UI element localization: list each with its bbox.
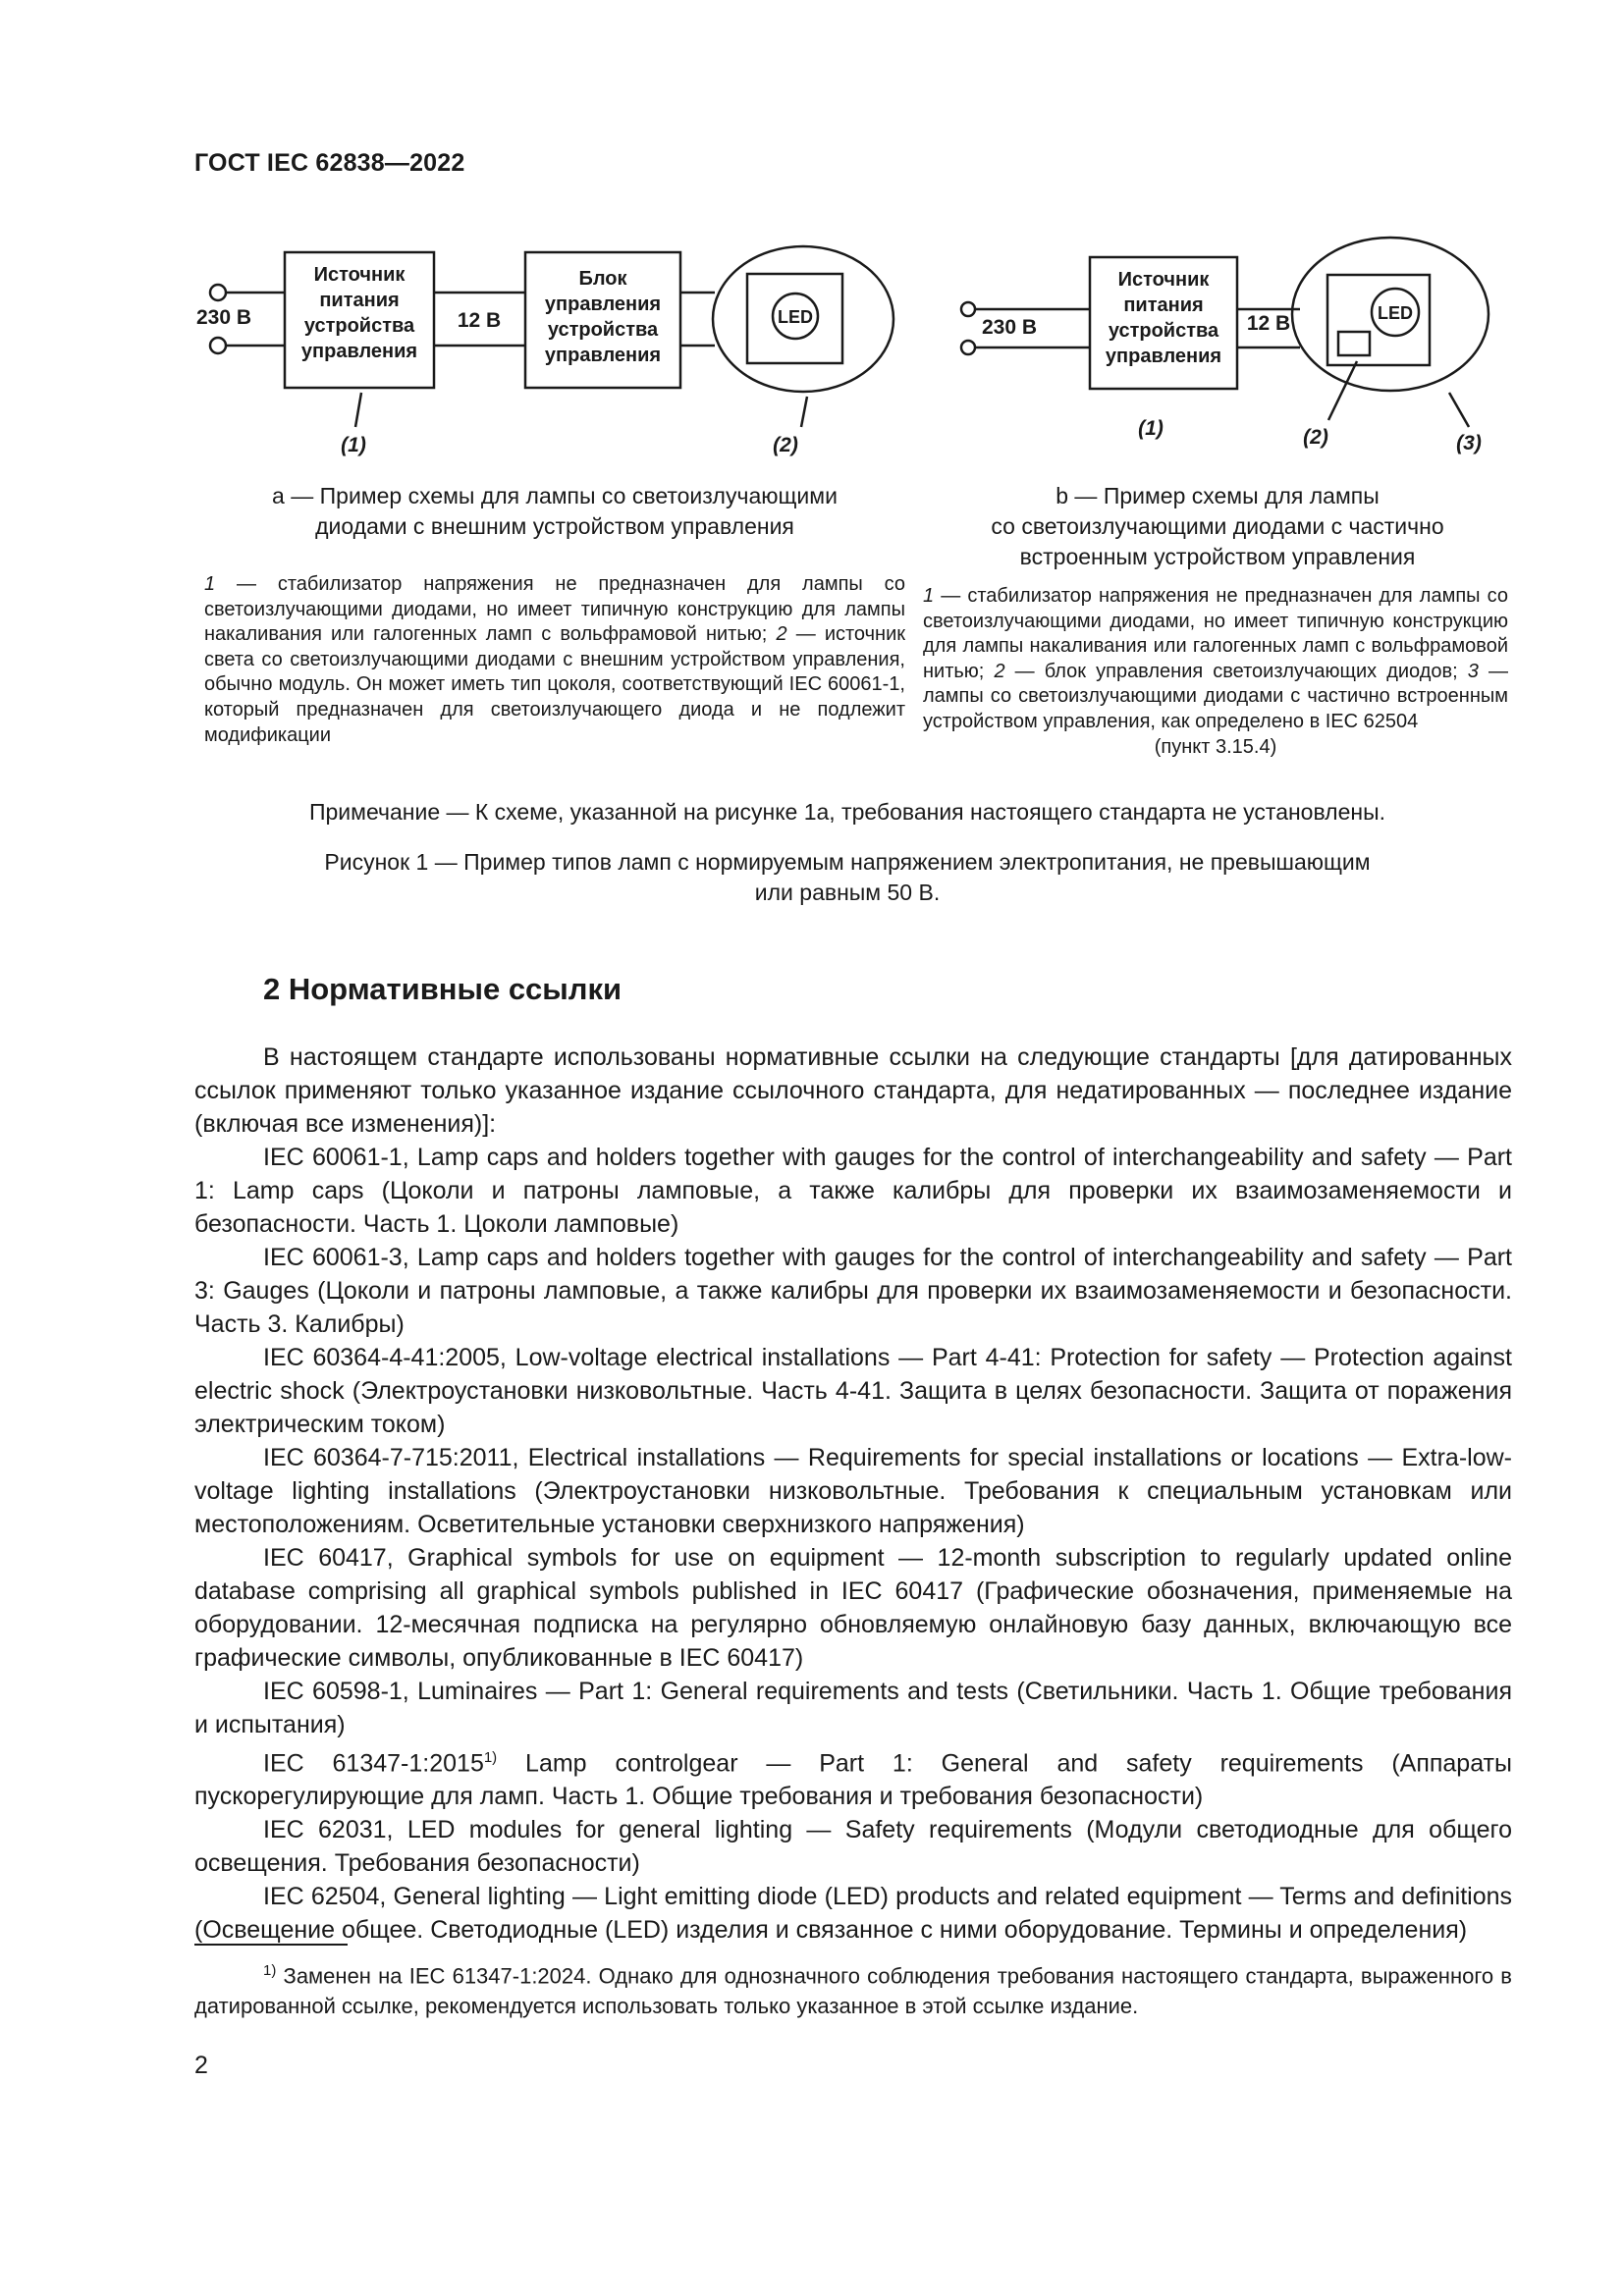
box1-a-line4: управления — [300, 341, 418, 362]
document-header: ГОСТ IEC 62838—2022 — [194, 149, 465, 177]
control-unit-small-b — [1338, 332, 1370, 355]
reference-item: IEC 60598-1, Luminaires — Part 1: General requirements and tests (Светильники. Часть 1. Общие требования и испытания) — [194, 1678, 1512, 1738]
figure-1-diagram — [0, 0, 1624, 471]
reference-item: IEC 62504, General lighting — Light emitting diode (LED) products and related equipment — Terms and definitions (Освещение общее. Светодиодные (LED) изделия и связанное с ними оборудование. Термины и определения) — [194, 1883, 1512, 1945]
voltage-input-a: 230 В — [196, 306, 252, 329]
reference-item: IEC 60417, Graphical symbols for use on equipment — 12-month subscription to regularly updated online database comprising all graphical symbols published in IEC 60417 (Графические обозначения, применяемые на оборудовании. 12-месячная подписка на регулярно обновляемую онлайновую базу данных, включающую все графические символы, опубликованные в IEC 60417) — [194, 1544, 1512, 1672]
terminal-b-bottom — [961, 341, 975, 354]
voltage-mid-a: 12 В — [457, 309, 502, 332]
marker-2-b: (2) — [1303, 426, 1328, 449]
pointer-1-a — [355, 393, 361, 427]
box2-a-line3: устройства — [547, 319, 659, 341]
pointer-3-b — [1449, 393, 1469, 427]
voltage-mid-b: 12 В — [1246, 312, 1291, 335]
terminal-a-top — [210, 285, 226, 300]
figure-caption-a: a — Пример схемы для лампы со светоизлучающими диодами с внешним устройством управления — [272, 483, 838, 539]
reference-item: IEC 60364-4-41:2005, Low-voltage electrical installations — Part 4-41: Protection for safety — Protection against electric shock (Электроустановки низковольтные. Часть 4-41. Защита в целях безопасности. Защита от поражения электрическим током) — [194, 1344, 1512, 1438]
box1-a-line2: питания — [319, 290, 400, 311]
box1-b-line2: питания — [1123, 294, 1204, 316]
figure-caption-b: b — Пример схемы для лампы со светоизлучающими диодами с частично встроенным устройством управления — [991, 483, 1444, 569]
reference-item: IEC 60061-1, Lamp caps and holders together with gauges for the control of interchangeability and safety — Part 1: Lamp caps (Цоколи и патроны ламповые, а также калибры для проверки их взаимозаменяемости и безопасности. Часть 1. Цоколи ламповые) — [194, 1144, 1512, 1238]
reference-item: IEC 60364-7-715:2011, Electrical installations — Requirements for special installations or locations — Extra-low-voltage lighting installations (Электроустановки низковольтные. Требования к специальным установкам или местоположениям. Осветительные установки сверхнизкого напряжения) — [194, 1444, 1512, 1538]
pointer-2-b — [1328, 361, 1357, 420]
box2-a-line1: Блок — [578, 268, 627, 290]
marker-2-a: (2) — [773, 434, 798, 456]
figure-note: Примечание — К схеме, указанной на рисунке 1а, требования настоящего стандарта не установлены. — [308, 799, 1385, 825]
figure-legend-a: 1 — стабилизатор напряжения не предназначен для лампы со светоизлучающими диодами, но имеет типичную конструкцию для лампы накаливания или галогенных ламп с вольфрамовой нитью; 2 — источник света со светоизлучающими диодами с внешним устройством управления, обычно модуль. Он может иметь тип цоколя, соответствующий IEC 60061-1, который предназначен для светоизлучающего диода и не подлежит модификации — [204, 573, 905, 746]
reference-item: IEC 62031, LED modules for general lighting — Safety requirements (Модули светодиодные для общего освещения. Требования безопасности) — [194, 1816, 1512, 1878]
footnote-marker: 1) — [483, 1749, 498, 1766]
marker-1-a: (1) — [341, 434, 366, 456]
marker-1-b: (1) — [1138, 417, 1164, 440]
section-body — [194, 1041, 1512, 1947]
reference-item-footnoted: IEC 61347-1:2015$^{1)}$ Lamp controlgear — Part 1: General and safety requirements (Аппараты пускорегулирующие для ламп. Часть 1. Общие требования и требования безопасности) — [194, 1749, 1512, 1811]
pointer-2-a — [801, 397, 807, 427]
marker-3-b: (3) — [1456, 432, 1482, 454]
box2-a-line4: управления — [544, 345, 662, 366]
terminal-b-top — [961, 302, 975, 316]
footnote-separator — [194, 1944, 348, 1946]
box1-b-line1: Источник — [1117, 269, 1210, 291]
reference-item: IEC 60061-3, Lamp caps and holders together with gauges for the control of interchangeability and safety — Part 3: Gauges (Цоколи и патроны ламповые, а также калибры для проверки их взаимозаменяемости и безопасности. Часть 3. Калибры) — [194, 1244, 1512, 1338]
terminal-a-bottom — [210, 338, 226, 353]
led-label-a: LED — [778, 307, 813, 327]
diagram-b — [961, 238, 1489, 427]
led-label-b: LED — [1378, 303, 1413, 323]
footnote: $^{1)}$ Заменен на IEC 61347-1:2024. Однако для однозначного соблюдения требования настоящего стандарта, выраженного в датированной ссылке, рекомендуется использовать только указанное в этой ссылке издание. — [194, 1962, 1512, 2019]
figure-title: Рисунок 1 — Пример типов ламп с нормируемым напряжением электропитания, не превышающим или равным 50 В. — [324, 849, 1371, 905]
figure-legend-b: 1 — стабилизатор напряжения не предназначен для лампы со светоизлучающими диодами, но имеет типичную конструкцию для лампы накаливания или галогенных ламп с вольфрамовой нитью; 2 — блок управления светоизлучающих диодов; 3 — лампы со светоизлучающими диодами с частично встроенным устройством управления, как определено в IEC 62504 (пункт 3.15.4) — [923, 585, 1508, 758]
intro-paragraph: В настоящем стандарте использованы нормативные ссылки на следующие стандарты [для датированных ссылок применяют только указанное издание ссылочного стандарта, для недатированных — последнее издание (включая все изменения)]: — [194, 1043, 1512, 1138]
box1-a-line1: Источник — [313, 264, 406, 286]
box2-a-line2: управления — [544, 294, 662, 315]
section-heading: 2 Нормативные ссылки — [263, 972, 623, 1006]
page-number: 2 — [194, 2052, 208, 2079]
box1-b-line3: устройства — [1108, 320, 1219, 342]
box1-a-line3: устройства — [303, 315, 415, 337]
voltage-input-b: 230 В — [982, 316, 1038, 339]
box1-b-line4: управления — [1105, 346, 1222, 367]
